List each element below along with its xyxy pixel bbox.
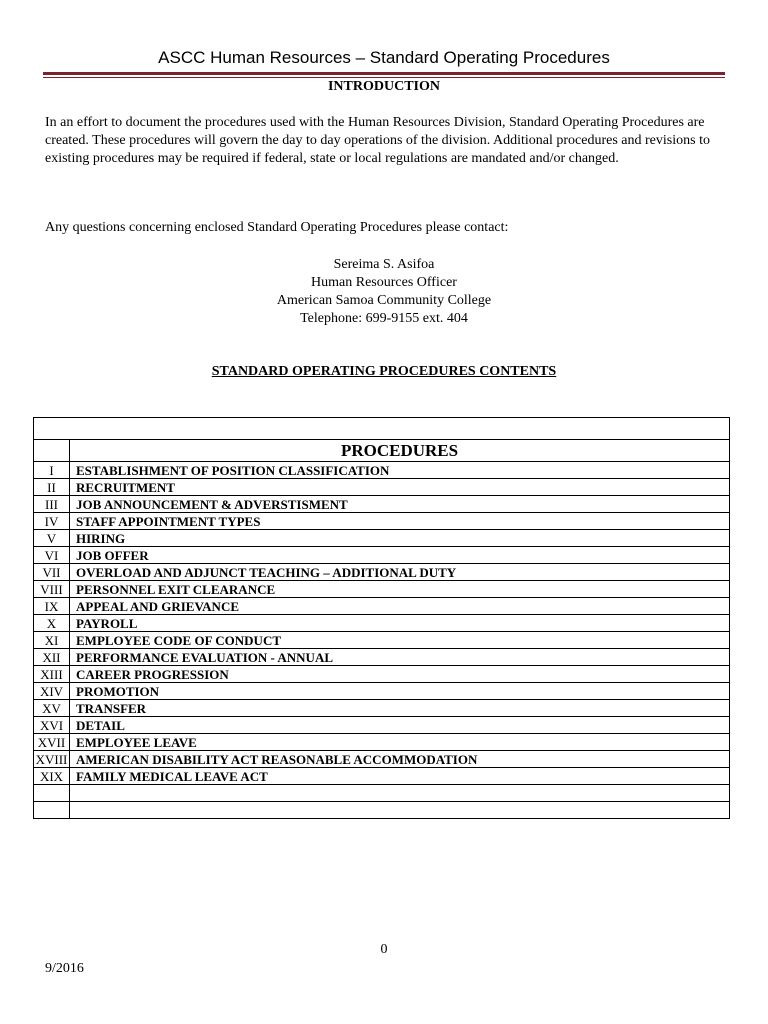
table-row xyxy=(34,462,730,479)
procedure-number: XIII xyxy=(34,666,70,683)
procedure-name: TRANSFER xyxy=(70,700,730,717)
procedure-name: PERFORMANCE EVALUATION - ANNUAL xyxy=(70,649,730,666)
table-row xyxy=(34,496,730,513)
table-row xyxy=(34,717,730,734)
procedures-column-header: PROCEDURES xyxy=(70,440,730,462)
procedure-number: XIV xyxy=(34,683,70,700)
procedure-number: XIX xyxy=(34,768,70,785)
page-number: 0 xyxy=(380,942,388,957)
footer-date: 9/2016 xyxy=(45,961,84,976)
procedure-number: XVIII xyxy=(34,751,70,768)
procedure-number: VII xyxy=(34,564,70,581)
procedure-number: V xyxy=(34,530,70,547)
procedure-name: FAMILY MEDICAL LEAVE ACT xyxy=(70,768,730,785)
procedure-number: VI xyxy=(34,547,70,564)
header-rule-thin xyxy=(43,77,725,78)
table-row xyxy=(34,700,730,717)
procedure-number: XVI xyxy=(34,717,70,734)
procedure-name: STAFF APPOINTMENT TYPES xyxy=(70,513,730,530)
contact-intro-text: Any questions concerning enclosed Standard Operating Procedures please contact: xyxy=(45,220,509,235)
procedure-name: OVERLOAD AND ADJUNCT TEACHING – ADDITIONAL DUTY xyxy=(70,564,730,581)
procedure-name: PROMOTION xyxy=(70,683,730,700)
table-row xyxy=(34,683,730,700)
introduction-heading: INTRODUCTION xyxy=(327,79,440,94)
procedure-number: IV xyxy=(34,513,70,530)
procedure-name: DETAIL xyxy=(70,717,730,734)
introduction-paragraph: In an effort to document the procedures used with the Human Resources Division, Standard Operating Procedures are created. These procedures will govern the day to day operations of the division. Additional procedures and revisions to existing procedures may be required if federal, state or local regulations are mandated and/or changed. xyxy=(45,115,710,166)
table-row xyxy=(34,768,730,785)
procedure-name: EMPLOYEE LEAVE xyxy=(70,734,730,751)
procedure-number: XV xyxy=(34,700,70,717)
procedure-name: RECRUITMENT xyxy=(70,479,730,496)
table-row xyxy=(34,513,730,530)
procedure-number: II xyxy=(34,479,70,496)
table-row xyxy=(34,751,730,768)
procedure-name: CAREER PROGRESSION xyxy=(70,666,730,683)
table-row xyxy=(34,530,730,547)
procedure-name: ESTABLISHMENT OF POSITION CLASSIFICATION xyxy=(70,462,730,479)
procedure-name: PERSONNEL EXIT CLEARANCE xyxy=(70,581,730,598)
table-row xyxy=(34,581,730,598)
document-header-title: ASCC Human Resources – Standard Operating Procedures xyxy=(158,48,610,67)
table-row xyxy=(34,649,730,666)
procedure-name: AMERICAN DISABILITY ACT REASONABLE ACCOMMODATION xyxy=(70,751,730,768)
procedure-name: PAYROLL xyxy=(70,615,730,632)
table-row xyxy=(34,734,730,751)
table-row xyxy=(34,666,730,683)
contents-heading: STANDARD OPERATING PROCEDURES CONTENTS xyxy=(211,364,557,379)
table-blank-title-row xyxy=(34,418,730,440)
procedure-number: VIII xyxy=(34,581,70,598)
contact-name: Sereima S. Asifoa xyxy=(333,257,435,272)
table-header-row xyxy=(34,440,730,462)
procedure-number: XI xyxy=(34,632,70,649)
contact-organization: American Samoa Community College xyxy=(276,293,492,308)
procedure-number: XII xyxy=(34,649,70,666)
contact-title: Human Resources Officer xyxy=(311,275,457,290)
procedure-number: IX xyxy=(34,598,70,615)
procedure-name: HIRING xyxy=(70,530,730,547)
procedure-number: III xyxy=(34,496,70,513)
procedures-table xyxy=(33,417,730,819)
procedure-name: APPEAL AND GRIEVANCE xyxy=(70,598,730,615)
table-row xyxy=(34,615,730,632)
procedure-number: XVII xyxy=(34,734,70,751)
header-rule-thick xyxy=(43,72,725,75)
contact-block xyxy=(0,256,768,328)
contact-telephone: Telephone: 699-9155 ext. 404 xyxy=(300,311,468,326)
procedure-name: EMPLOYEE CODE OF CONDUCT xyxy=(70,632,730,649)
table-empty-row xyxy=(34,802,730,819)
table-row xyxy=(34,598,730,615)
procedure-name: JOB OFFER xyxy=(70,547,730,564)
procedure-name: JOB ANNOUNCEMENT & ADVERSTISMENT xyxy=(70,496,730,513)
table-empty-row xyxy=(34,785,730,802)
table-row xyxy=(34,632,730,649)
table-row xyxy=(34,564,730,581)
table-row xyxy=(34,479,730,496)
table-row xyxy=(34,547,730,564)
procedure-number: I xyxy=(34,462,70,479)
procedure-number: X xyxy=(34,615,70,632)
